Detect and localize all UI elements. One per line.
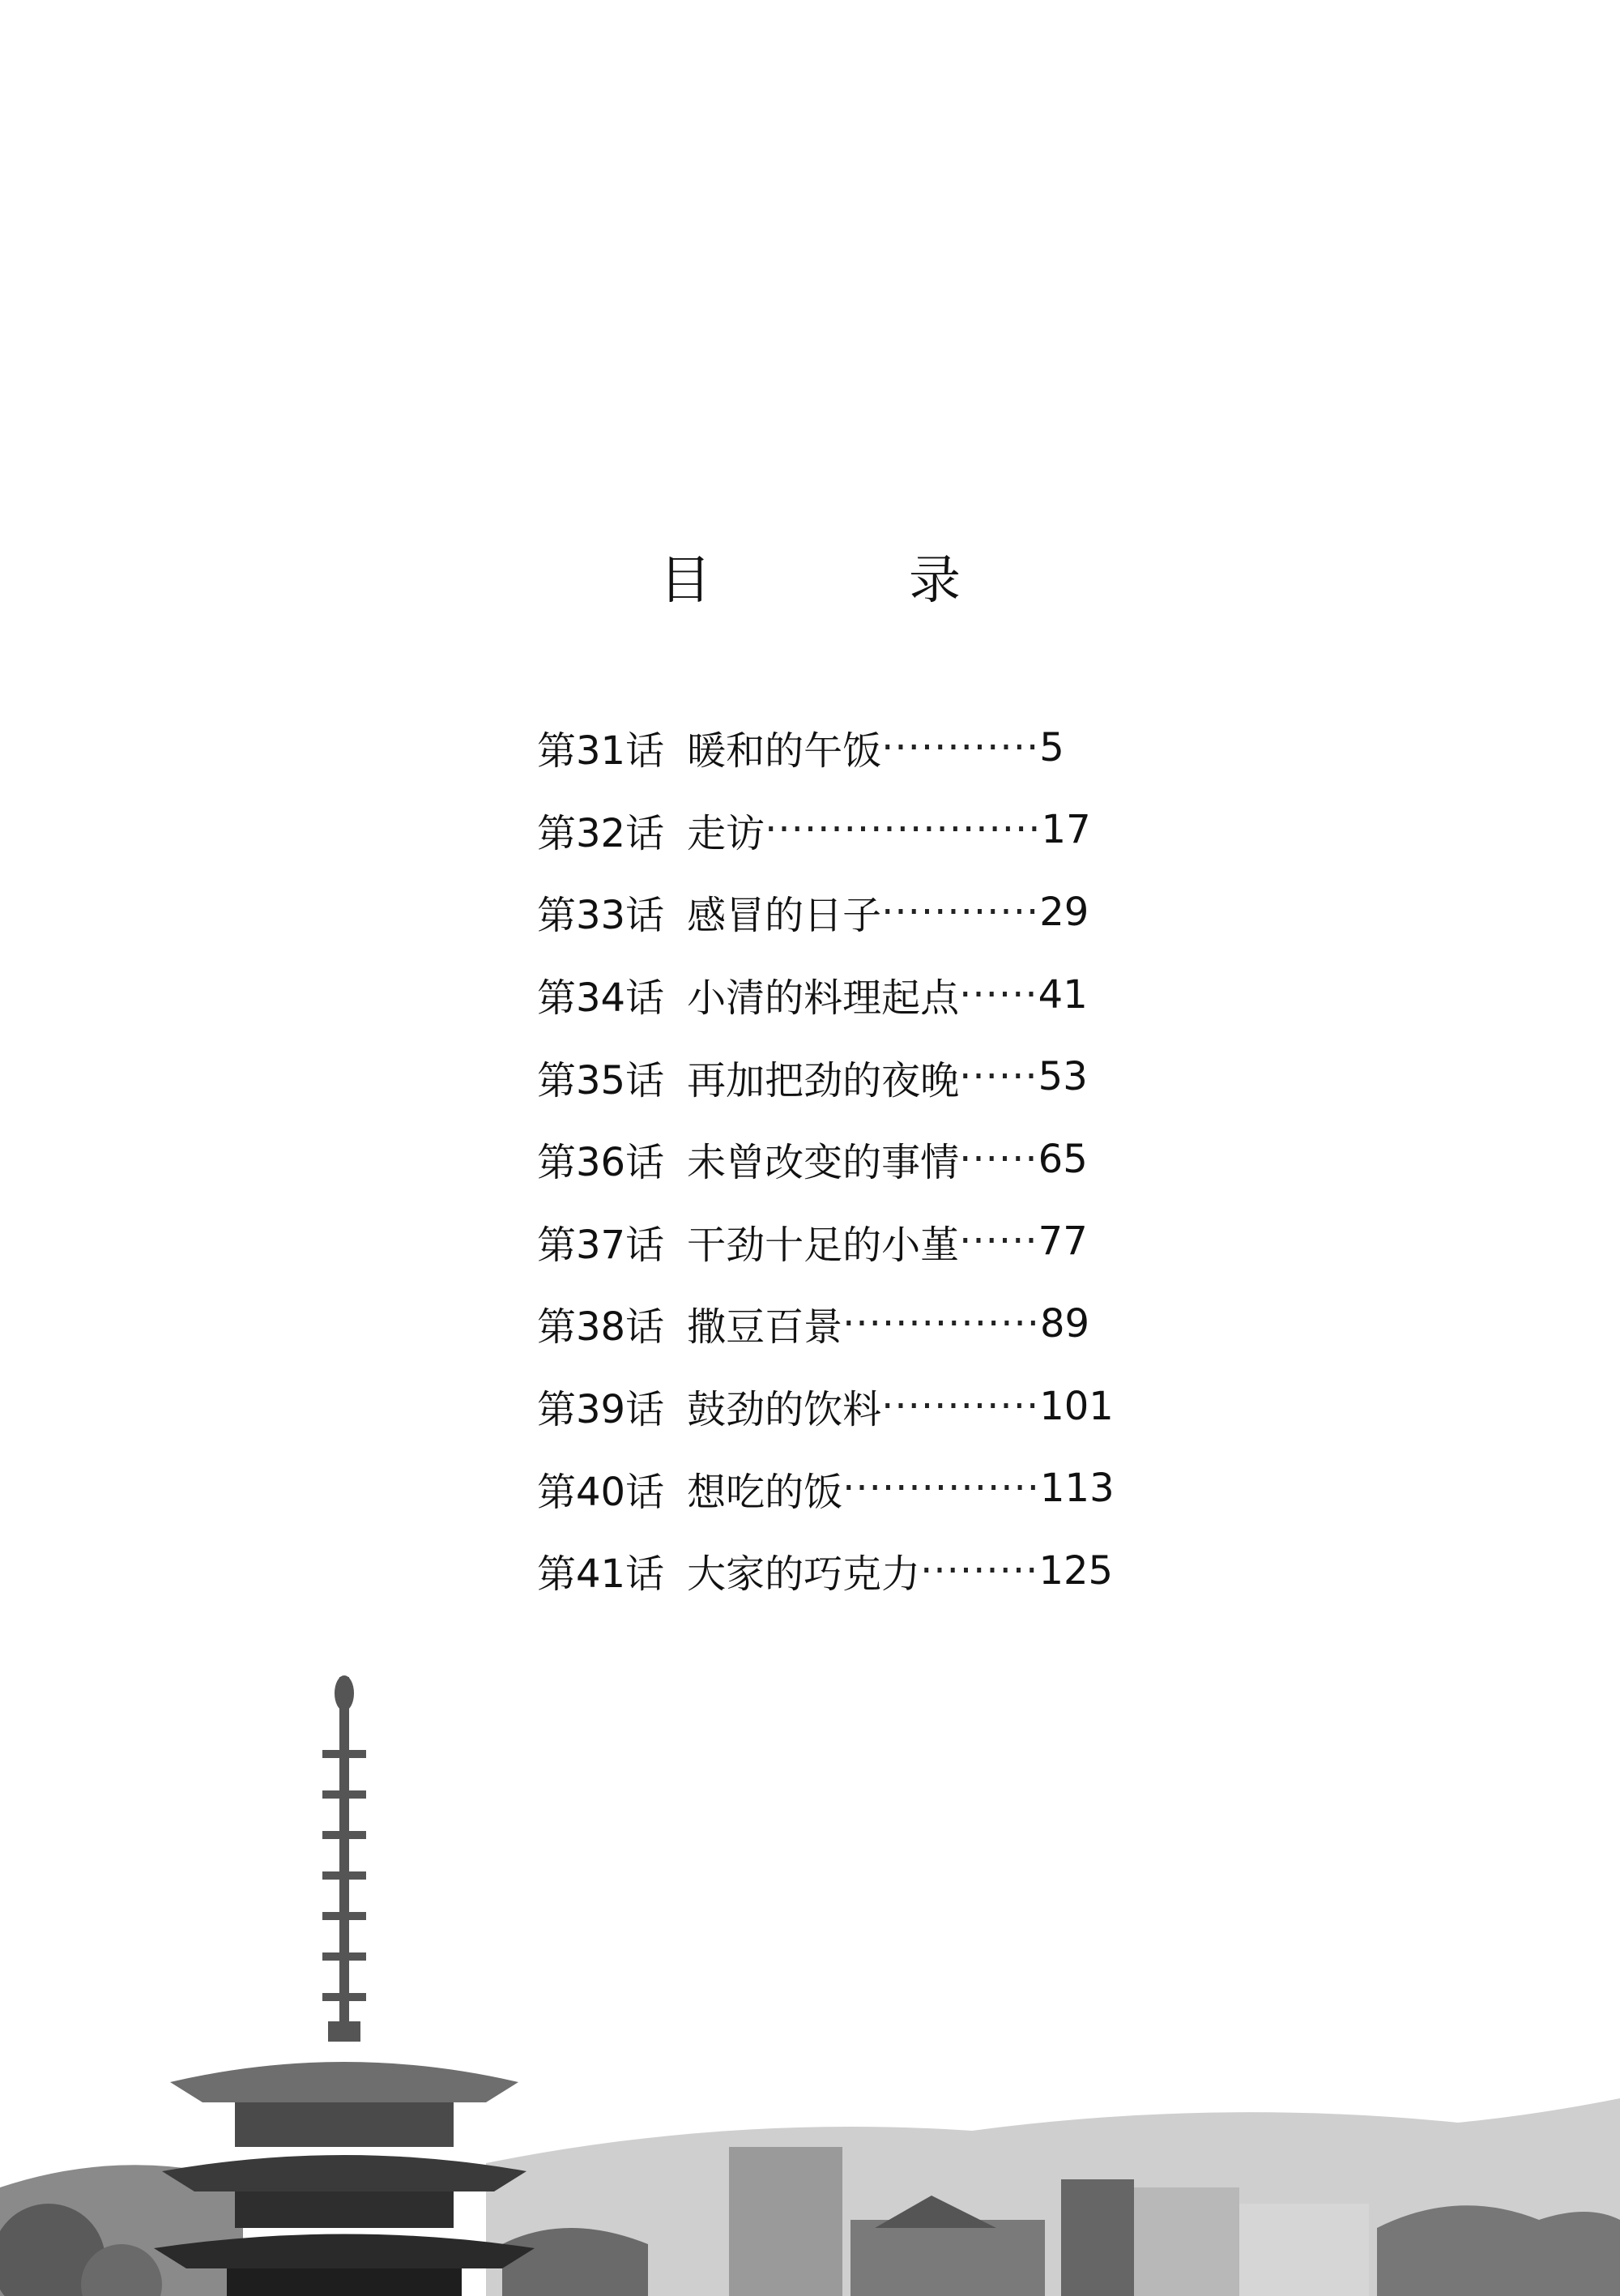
toc-entry[interactable]	[537, 1201, 1115, 1283]
table-of-contents	[537, 706, 1115, 1612]
page-number: 89	[1039, 1300, 1090, 1346]
toc-entry[interactable]	[537, 1282, 1115, 1365]
page-number: 101	[1039, 1383, 1114, 1429]
toc-entry[interactable]	[537, 1035, 1115, 1118]
toc-entry[interactable]	[537, 1447, 1115, 1530]
chapter-number: 第39话	[537, 1387, 665, 1433]
chapter-number: 第32话	[537, 810, 665, 856]
page-number: 17	[1041, 807, 1091, 853]
chapter-title: 大家的巧克力	[687, 1551, 921, 1598]
toc-entry[interactable]	[537, 1530, 1115, 1612]
toc-entry[interactable]	[537, 1118, 1115, 1201]
page-number: 41	[1038, 971, 1088, 1018]
dot-leader: ······	[959, 971, 1038, 1018]
page-number: 5	[1039, 724, 1064, 770]
page-number: 113	[1039, 1466, 1115, 1512]
chapter-title: 再加把劲的夜晚	[687, 1057, 960, 1103]
chapter-number: 第37话	[537, 1222, 665, 1268]
chapter-title: 感冒的日子	[687, 893, 882, 939]
chapter-number: 第31话	[537, 728, 665, 775]
page-number: 77	[1038, 1218, 1088, 1265]
pagoda-skyline-illustration	[0, 1661, 1620, 2296]
toc-entry[interactable]	[537, 789, 1115, 872]
chapter-title: 鼓劲的饮料	[687, 1387, 882, 1433]
page-number: 65	[1038, 1136, 1088, 1182]
dot-leader: ············	[881, 1383, 1040, 1429]
dot-leader: ·········	[920, 1547, 1039, 1594]
dot-leader: ······	[959, 1136, 1038, 1182]
page-number: 125	[1038, 1547, 1114, 1594]
dot-leader: ···············	[842, 1300, 1040, 1346]
dot-leader: ······	[959, 1054, 1038, 1100]
dot-leader: ············	[881, 724, 1040, 770]
page-title: 目 录	[659, 551, 1034, 611]
chapter-title: 干劲十足的小堇	[687, 1222, 960, 1268]
page-number: 29	[1039, 889, 1089, 935]
dot-leader: ·····················	[765, 807, 1042, 853]
chapter-title: 走访	[687, 810, 765, 856]
chapter-number: 第34话	[537, 975, 665, 1022]
chapter-title: 未曾改变的事情	[687, 1140, 960, 1186]
toc-entry[interactable]	[537, 706, 1115, 789]
chapter-title: 撒豆百景	[687, 1304, 843, 1351]
page-number: 53	[1038, 1054, 1088, 1100]
dot-leader: ············	[881, 889, 1040, 935]
dot-leader: ···············	[842, 1466, 1040, 1512]
dot-leader: ······	[959, 1218, 1038, 1265]
toc-entry[interactable]	[537, 871, 1115, 954]
chapter-title: 想吃的饭	[687, 1469, 843, 1515]
chapter-title: 小清的料理起点	[687, 975, 960, 1022]
toc-entry[interactable]	[537, 1365, 1115, 1448]
chapter-number: 第38话	[537, 1304, 665, 1351]
toc-entry[interactable]	[537, 954, 1115, 1036]
chapter-number: 第41话	[537, 1551, 665, 1598]
chapter-title: 暖和的午饭	[687, 728, 882, 775]
chapter-number: 第35话	[537, 1057, 665, 1103]
chapter-number: 第40话	[537, 1469, 665, 1515]
chapter-number: 第36话	[537, 1140, 665, 1186]
chapter-number: 第33话	[537, 893, 665, 939]
